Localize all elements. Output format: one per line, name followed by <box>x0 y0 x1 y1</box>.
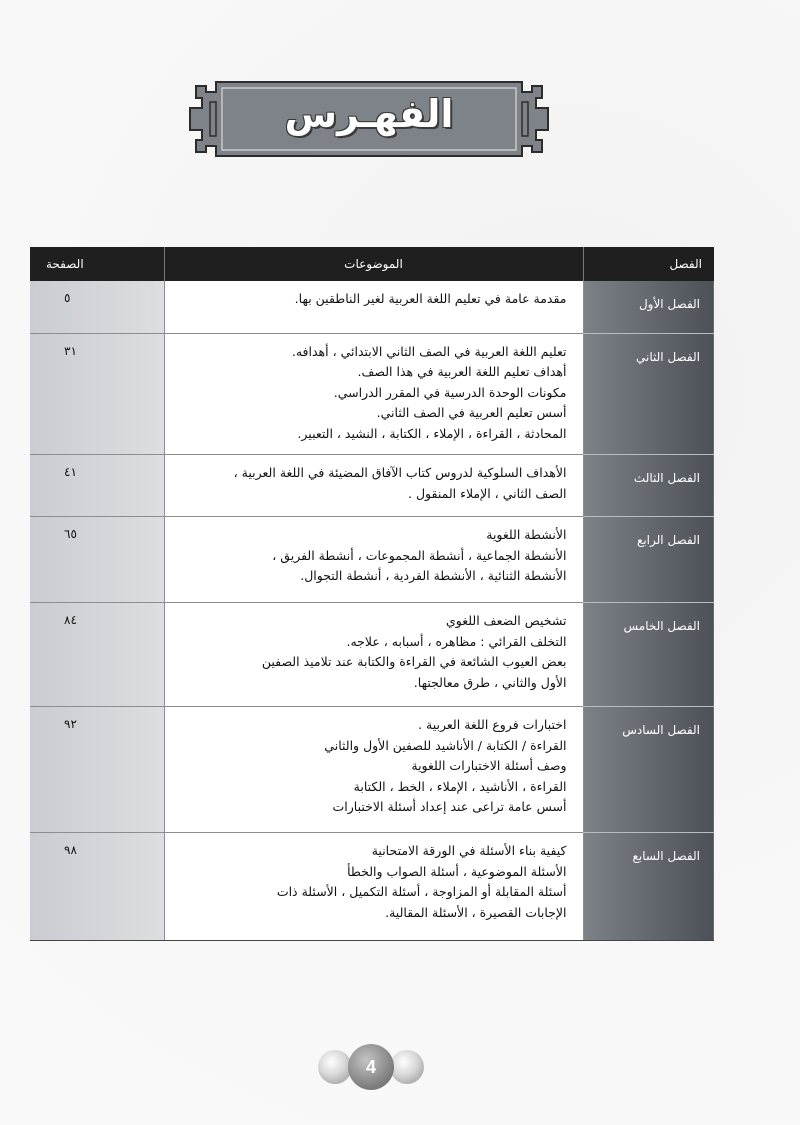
decorative-bubble-right <box>390 1050 424 1084</box>
table-row <box>30 833 714 941</box>
topic-line: اختبارات فروع اللغة العربية . <box>418 717 567 732</box>
table-row <box>30 517 714 603</box>
table-row <box>30 281 714 333</box>
topic-line: مكونات الوحدة الدرسية في المقرر الدراسي. <box>333 384 567 400</box>
table-of-contents <box>30 247 714 941</box>
topic-line: الأهداف السلوكية لدروس كتاب الآفاق المضيئة في اللغة العربية ، <box>233 465 567 480</box>
chapter-cell: الفصل السابع <box>583 833 714 941</box>
topics-cell <box>164 333 583 455</box>
topic-line: مقدمة عامة في تعليم اللغة العربية لغير الناطقين بها. <box>294 291 567 306</box>
topic-line: الأسئلة الموضوعية ، أسئلة الصواب والخطأ <box>347 863 567 879</box>
topic-line: تعليم اللغة العربية في الصف الثاني الابتدائي ، أهدافه. <box>291 343 567 359</box>
topic-line: أسئلة المقابلة أو المزاوجة ، أسئلة التكميل ، الأسئلة ذات <box>276 884 567 899</box>
topic-line: القراءة / الكتابة / الأناشيد للصفين الأول والثاني <box>324 737 567 753</box>
page-number-cell: ٩٨ <box>30 833 164 941</box>
topics-cell <box>164 707 583 833</box>
chapter-cell: الفصل الأول <box>583 281 714 333</box>
topic-line: الأول والثاني ، طرق معالجتها. <box>413 674 567 690</box>
chapter-cell: الفصل الثاني <box>583 333 714 455</box>
topic-line: التخلف القرائي : مظاهره ، أسبابه ، علاجه. <box>346 633 567 649</box>
topics-cell <box>164 455 583 517</box>
topic-line: وصف أسئلة الاختبارات اللغوية <box>411 758 567 773</box>
header-chapter: الفصل <box>583 247 714 281</box>
topic-line: الصف الثاني ، الإملاء المنقول . <box>408 485 567 501</box>
header-page: الصفحة <box>30 247 164 281</box>
page-number-cell: ٥ <box>30 281 164 333</box>
chapter-cell: الفصل الثالث <box>583 455 714 517</box>
topics-cell <box>164 833 583 941</box>
topic-line: الأنشطة الثنائية ، الأنشطة الفردية ، أنشطة التجوال. <box>300 568 567 583</box>
topic-line: أهداف تعليم اللغة العربية في هذا الصف. <box>357 364 567 379</box>
chapter-cell: الفصل الخامس <box>583 603 714 707</box>
topic-line: الأنشطة اللغوية <box>486 527 567 542</box>
page-number-cell: ٣١ <box>30 333 164 455</box>
topics-cell <box>164 517 583 603</box>
chapter-cell: الفصل الرابع <box>583 517 714 603</box>
topics-cell <box>164 281 583 333</box>
page-number-cell: ٤١ <box>30 455 164 517</box>
page-number-badge <box>318 1044 424 1090</box>
topic-line: بعض العيوب الشائعة في القراءة والكتابة عند تلاميذ الصفين <box>261 654 567 669</box>
topic-line: تشخيص الضعف اللغوي <box>445 613 567 628</box>
table-header-row <box>30 247 714 281</box>
title-banner <box>186 78 552 160</box>
page-number-cell: ٩٢ <box>30 707 164 833</box>
topic-line: أسس عامة تراعى عند إعداد أسئلة الاختبارات <box>332 799 567 814</box>
topic-line: القراءة ، الأناشيد ، الإملاء ، الخط ، الكتابة <box>353 778 567 794</box>
page-title: الفهـرس <box>284 92 454 136</box>
topic-line: الإجابات القصيرة ، الأسئلة المقالية. <box>385 904 567 920</box>
header-topics: الموضوعات <box>164 247 583 281</box>
page-number-cell: ٦٥ <box>30 517 164 603</box>
topic-line: أسس تعليم العربية في الصف الثاني. <box>376 405 567 420</box>
topic-line: كيفية بناء الأسئلة في الورقة الامتحانية <box>371 843 567 858</box>
table-row <box>30 333 714 455</box>
topic-line: الأنشطة الجماعية ، أنشطة المجموعات ، أنشطة الفريق ، <box>272 547 567 563</box>
chapter-cell: الفصل السادس <box>583 707 714 833</box>
table-row <box>30 603 714 707</box>
table-row <box>30 455 714 517</box>
page-number-cell: ٨٤ <box>30 603 164 707</box>
topic-line: المحادثة ، القراءة ، الإملاء ، الكتابة ، النشيد ، التعبير. <box>297 425 567 441</box>
topics-cell <box>164 603 583 707</box>
page-number: 4 <box>365 1057 376 1077</box>
decorative-bubble-left <box>318 1050 352 1084</box>
table-row <box>30 707 714 833</box>
